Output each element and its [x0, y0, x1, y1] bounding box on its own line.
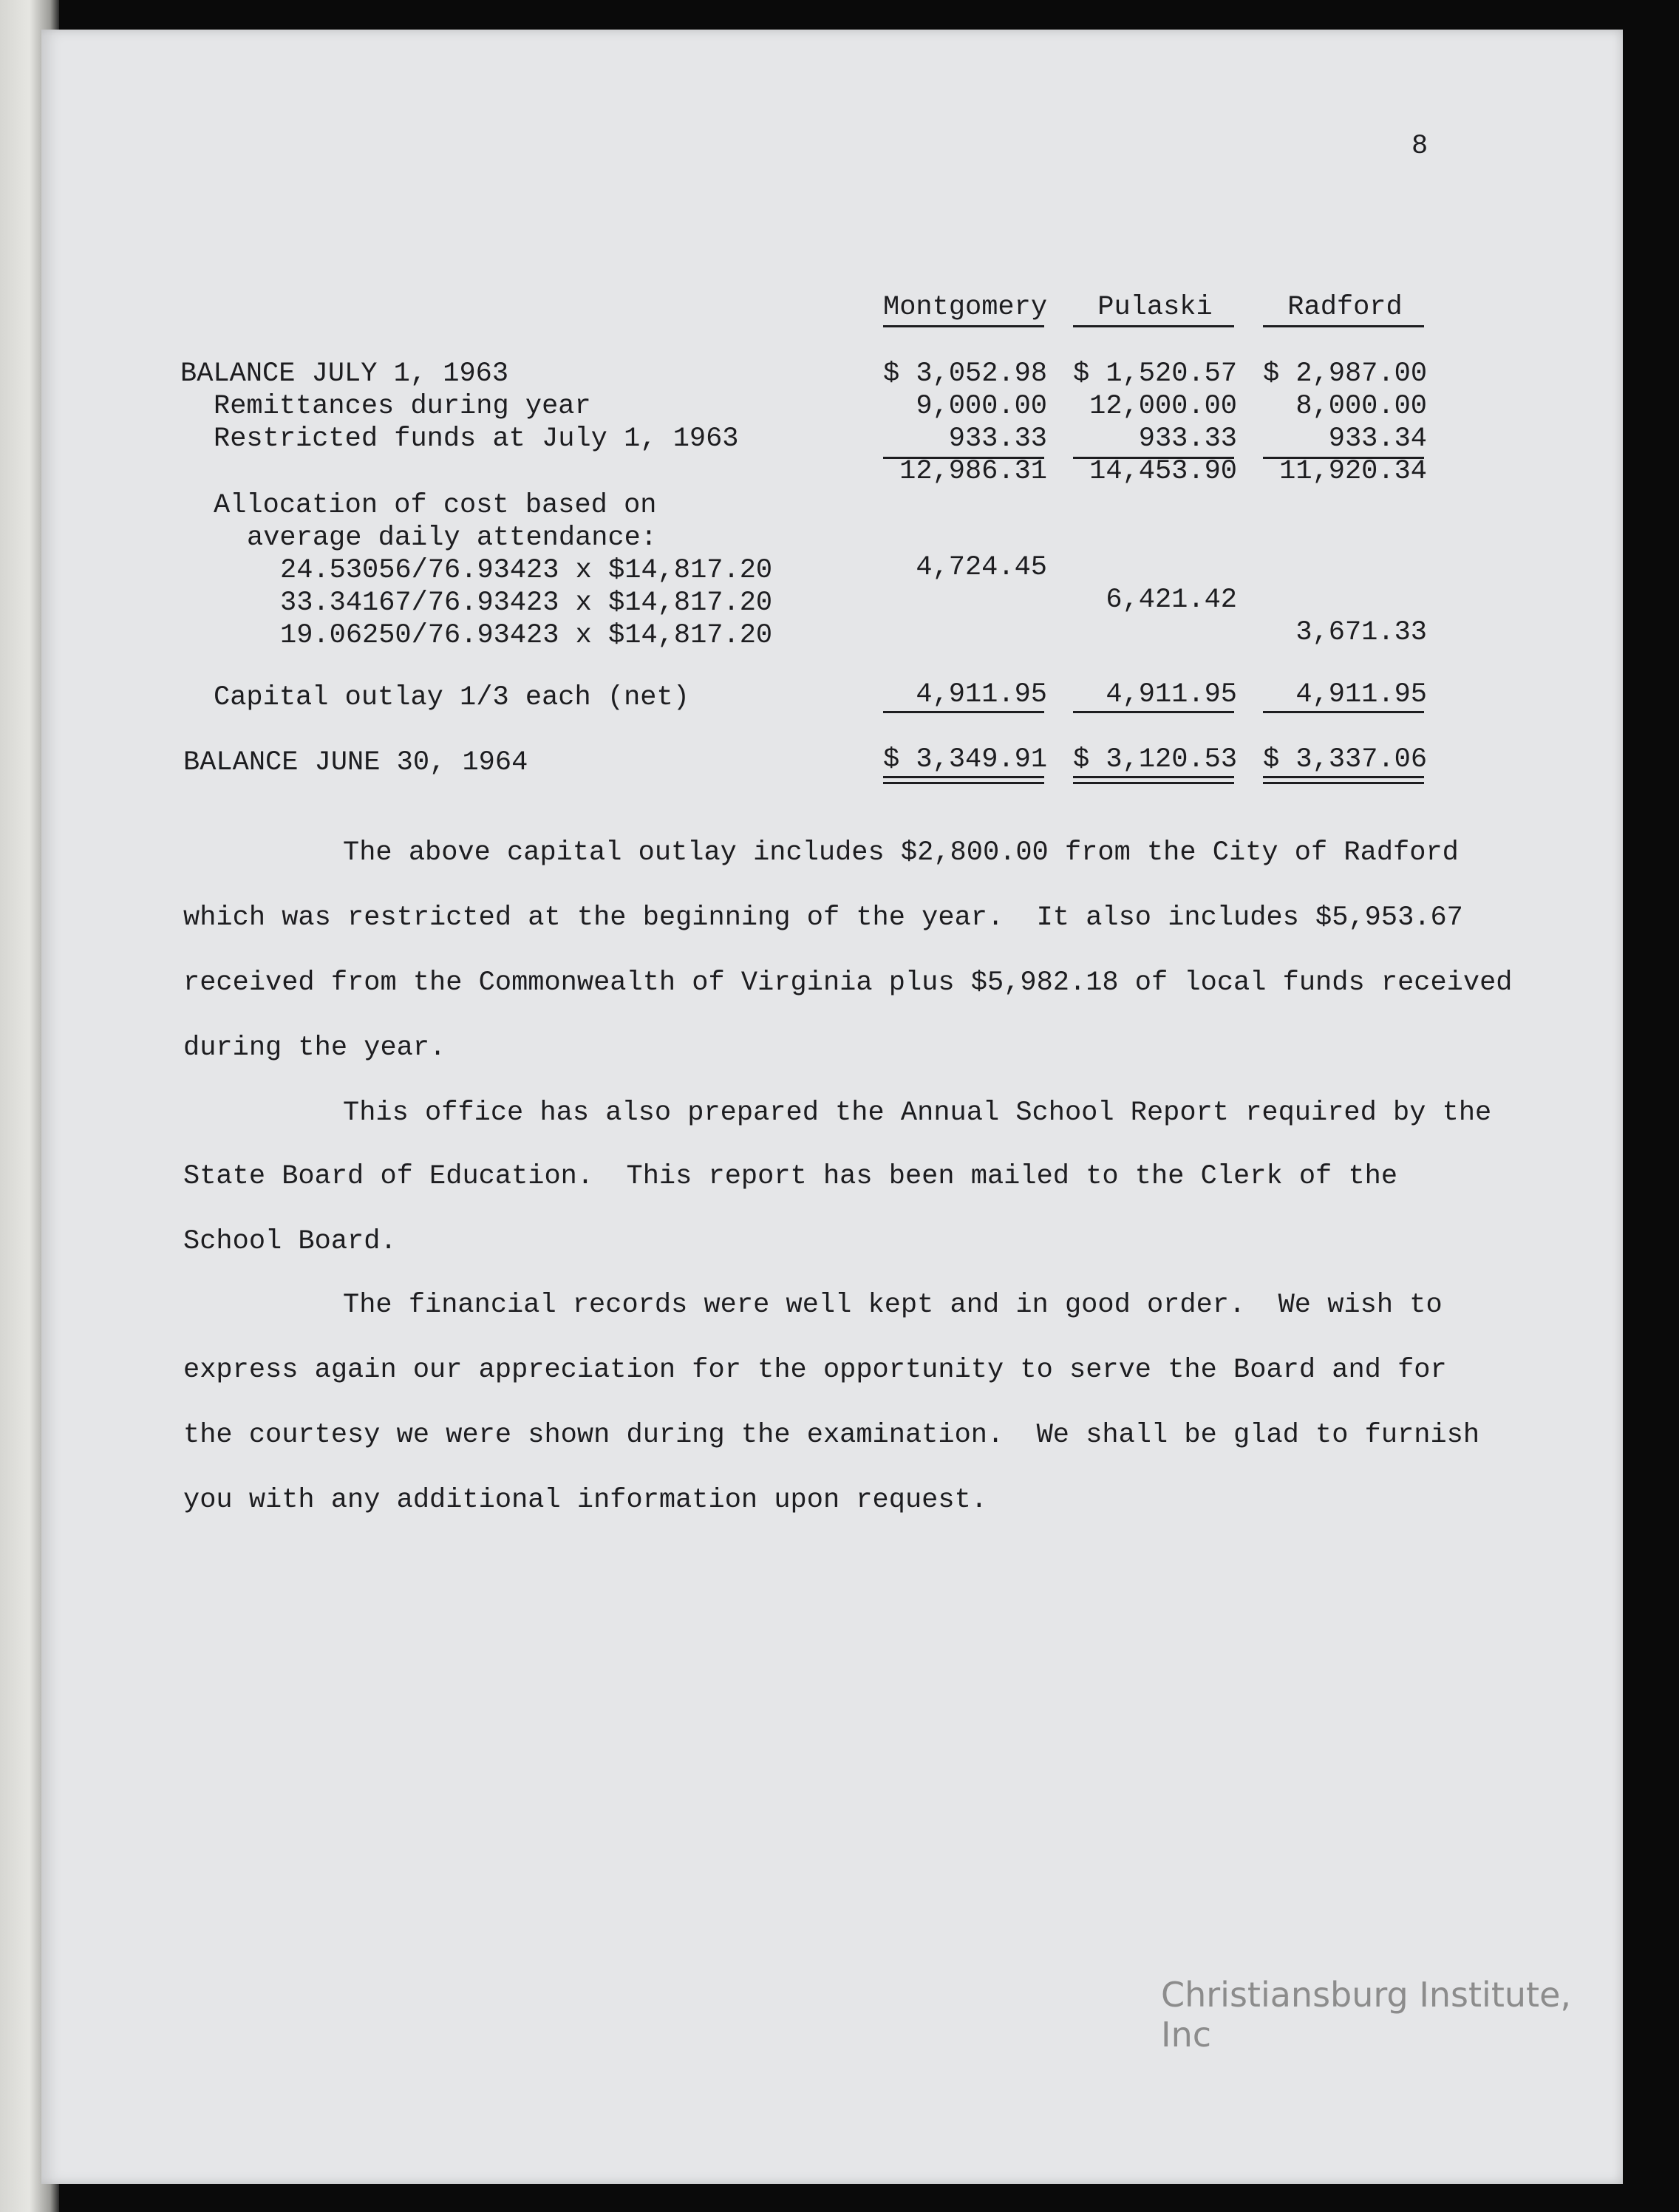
table-cell: 6,421.42 — [1106, 585, 1237, 616]
header-underline — [1073, 325, 1234, 327]
column-header-radford: Radford — [1287, 292, 1403, 323]
subtotal-cell: 12,986.31 — [899, 456, 1047, 487]
subtotal-cell: 14,453.90 — [1089, 456, 1237, 487]
subtotal-cell: 11,920.34 — [1279, 456, 1427, 487]
table-cell: 933.34 — [1328, 423, 1427, 455]
page-number: 8 — [1411, 131, 1428, 162]
sum-rule — [1263, 711, 1424, 713]
header-underline — [883, 325, 1044, 327]
paragraph-line: The financial records were well kept and in good order. We wish to — [343, 1290, 1443, 1321]
table-cell: 933.33 — [1138, 423, 1237, 455]
row-label: Remittances during year — [214, 391, 591, 422]
allocation-label: Allocation of cost based on — [214, 490, 657, 521]
table-cell: 12,000.00 — [1089, 391, 1237, 422]
double-underline — [1073, 782, 1234, 784]
table-cell: 8,000.00 — [1295, 391, 1427, 422]
calc-label: 19.06250/76.93423 x $14,817.20 — [280, 620, 773, 651]
table-cell: $ 3,052.98 — [883, 358, 1048, 389]
double-underline — [1263, 782, 1424, 784]
column-header-montgomery: Montgomery — [883, 292, 1048, 323]
double-underline — [1263, 776, 1424, 778]
calc-label: 24.53056/76.93423 x $14,817.20 — [280, 555, 773, 586]
table-cell: 3,671.33 — [1295, 617, 1427, 648]
calc-label: 33.34167/76.93423 x $14,817.20 — [280, 588, 773, 619]
sum-rule — [883, 711, 1044, 713]
table-cell: $ 1,520.57 — [1073, 358, 1238, 389]
paragraph-line: received from the Commonwealth of Virginia plus $5,982.18 of local funds received — [183, 967, 1513, 998]
table-cell: 4,911.95 — [1106, 679, 1237, 710]
double-underline — [1073, 776, 1234, 778]
sum-rule — [1073, 711, 1234, 713]
row-label: Capital outlay 1/3 each (net) — [214, 682, 689, 713]
table-cell: $ 2,987.00 — [1263, 358, 1428, 389]
table-cell: 9,000.00 — [916, 391, 1047, 422]
paragraph-line: State Board of Education. This report has been mailed to the Clerk of the — [183, 1161, 1398, 1192]
table-cell: 933.33 — [948, 423, 1047, 455]
paragraph-line: which was restricted at the beginning of the year. It also includes $5,953.67 — [183, 902, 1463, 933]
table-cell: 4,911.95 — [916, 679, 1047, 710]
column-header-pulaski: Pulaski — [1097, 292, 1213, 323]
row-label: BALANCE JUNE 30, 1964 — [183, 747, 528, 778]
watermark: Christiansburg Institute, Inc — [1161, 1975, 1571, 2055]
total-cell: $ 3,349.91 — [883, 744, 1048, 775]
allocation-label: average daily attendance: — [247, 523, 658, 554]
double-underline — [883, 782, 1044, 784]
double-underline — [883, 776, 1044, 778]
paragraph-line: The above capital outlay includes $2,800.00 from the City of Radford — [343, 837, 1459, 868]
header-underline — [1263, 325, 1424, 327]
paragraph-line: the courtesy we were shown during the examination. We shall be glad to furnish — [183, 1420, 1480, 1451]
row-label: BALANCE JULY 1, 1963 — [180, 358, 509, 389]
table-cell: 4,911.95 — [1295, 679, 1427, 710]
paragraph-line: during the year. — [183, 1032, 446, 1064]
total-cell: $ 3,337.06 — [1263, 744, 1428, 775]
row-label: Restricted funds at July 1, 1963 — [214, 423, 739, 455]
paragraph-line: express again our appreciation for the opportunity to serve the Board and for — [183, 1355, 1447, 1386]
table-cell: 4,724.45 — [916, 552, 1047, 583]
total-cell: $ 3,120.53 — [1073, 744, 1238, 775]
document-page — [41, 30, 1623, 2184]
paragraph-line: School Board. — [183, 1226, 397, 1257]
paragraph-line: This office has also prepared the Annual School Report required by the — [343, 1098, 1492, 1129]
paragraph-line: you with any additional information upon request. — [183, 1485, 987, 1516]
